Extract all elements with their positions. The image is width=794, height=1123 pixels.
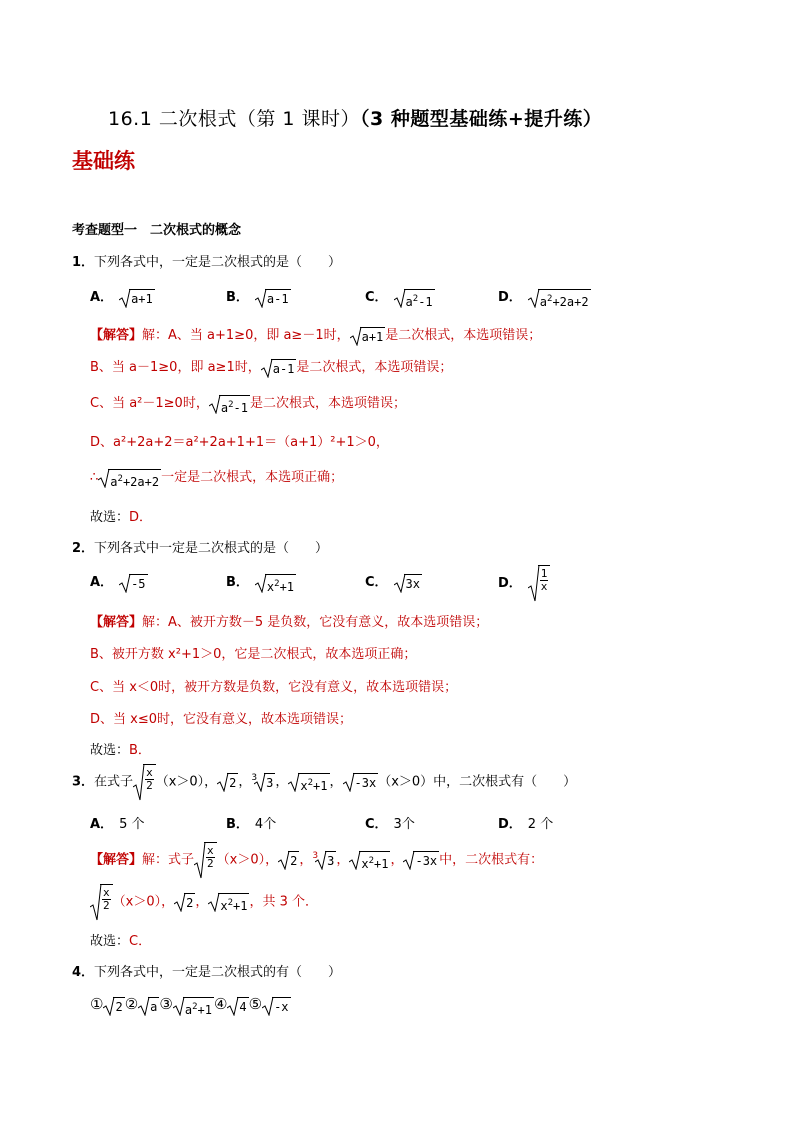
base: x	[361, 857, 369, 871]
tail: +1	[233, 899, 248, 913]
base: a	[110, 474, 118, 489]
radical	[119, 288, 155, 308]
radicand	[218, 893, 249, 915]
subsection-heading: 考查题型一 二次根式的概念	[72, 223, 242, 238]
numerator: x	[103, 886, 110, 899]
question-4-stem	[72, 961, 341, 980]
root-index: 3	[312, 850, 319, 861]
question-2-stem	[72, 537, 328, 556]
radicand: 2	[113, 997, 124, 1016]
radicand	[183, 997, 214, 1019]
q2-answer-line-2: B、被开方数 x²+1＞0，它是二次根式，故本选项正确；	[90, 647, 417, 662]
condition-text: （x＞0），	[112, 894, 175, 910]
radical	[133, 763, 156, 801]
option-label: B．	[226, 817, 249, 832]
radical	[278, 850, 299, 870]
exponent: 2	[117, 473, 123, 484]
tail: +2a+2	[122, 474, 160, 489]
radicand: a-1	[265, 289, 291, 308]
radical	[217, 772, 238, 792]
radical	[261, 358, 297, 378]
separator: ，	[329, 774, 343, 790]
select-value: D．	[129, 510, 153, 525]
answer-text: C、当 a²－1≥0时，	[90, 396, 209, 411]
fraction	[540, 568, 549, 593]
exponent: 2	[228, 399, 234, 410]
option-text: 5 个	[119, 817, 145, 832]
radical	[315, 850, 336, 870]
radical	[103, 996, 124, 1016]
option-label: D．	[498, 817, 522, 832]
q3-option-d	[498, 813, 553, 832]
radical	[262, 996, 290, 1016]
option-label: C．	[365, 575, 388, 590]
answer-text: 解：A、被开方数－5 是负数，它没有意义，故本选项错误；	[142, 615, 489, 630]
question-text: （x＞0）中，二次根式有（ ）	[378, 774, 577, 790]
exponent: 2	[192, 1001, 198, 1012]
denominator: 2	[146, 779, 153, 792]
question-text: 下列各式中一定是二次根式的是（ ）	[94, 541, 329, 556]
radicand: 4	[237, 997, 248, 1016]
question-text: 下列各式中，一定是二次根式的是（ ）	[94, 255, 342, 270]
exponent: 2	[368, 856, 375, 866]
radical	[528, 564, 551, 602]
option-label: C．	[365, 290, 388, 305]
denominator: 2	[103, 899, 110, 912]
radicand: -x	[272, 997, 290, 1016]
radical	[528, 288, 591, 308]
item-mark: ④	[213, 995, 228, 1013]
answer-text: 是二次根式，本选项错误；	[296, 360, 453, 375]
radical	[138, 996, 159, 1016]
answer-text: ，共 3 个．	[249, 894, 318, 910]
option-text: 2 个	[527, 817, 554, 832]
q2-answer-line-1	[90, 611, 488, 630]
q3-answer-line-1	[90, 841, 543, 879]
separator: ，	[336, 852, 350, 868]
tail: +1	[374, 857, 389, 871]
separator: ，	[299, 852, 313, 868]
option-label: B．	[226, 290, 249, 305]
page-title	[108, 104, 602, 131]
option-label: A．	[90, 817, 114, 832]
radical	[394, 573, 422, 593]
q1-answer-line-5	[90, 466, 343, 488]
answer-tag: 【解答】	[90, 852, 143, 868]
base: x	[220, 899, 228, 913]
option-text: 3个	[393, 817, 415, 832]
question-text: 下列各式中，一定是二次根式的有（ ）	[94, 965, 342, 980]
base: a	[184, 1002, 193, 1017]
radicand	[359, 851, 390, 873]
radicand: a-1	[271, 359, 297, 378]
radical	[288, 772, 329, 792]
tail: +2a+2	[552, 294, 589, 309]
answer-text: 是二次根式，本选项错误；	[249, 396, 406, 411]
title-part2: （3 种题型基础练+提升练）	[360, 108, 603, 130]
tail: +1	[279, 579, 295, 594]
answer-tag: 【解答】	[90, 615, 143, 630]
q1-selection	[90, 506, 152, 525]
exponent: 2	[307, 778, 314, 788]
separator: ，	[390, 852, 404, 868]
radical	[194, 841, 217, 879]
radical	[173, 996, 214, 1016]
radical	[119, 573, 147, 593]
separator: ，	[195, 894, 209, 910]
q1-answer-line-2	[90, 356, 452, 378]
option-label: D．	[498, 575, 522, 591]
section-heading: 基础练	[72, 149, 135, 173]
question-1-stem	[72, 251, 341, 270]
q2-selection	[90, 739, 151, 758]
radicand	[108, 469, 161, 491]
radicand: -5	[129, 574, 147, 593]
radical	[209, 394, 250, 414]
radical	[90, 883, 113, 921]
radicand: a+1	[129, 289, 155, 308]
radical	[208, 892, 249, 912]
item-mark: ⑤	[248, 995, 263, 1013]
option-label: B．	[226, 575, 249, 590]
radicand: -3x	[353, 773, 379, 792]
tail: -1	[233, 400, 248, 415]
option-label: A．	[90, 290, 114, 305]
denominator: 2	[207, 857, 214, 870]
answer-text: 中，二次根式有：	[439, 852, 544, 868]
fraction	[145, 767, 154, 792]
base: a	[405, 294, 413, 309]
base: x	[266, 579, 275, 594]
q1-option-a	[90, 286, 155, 308]
q3-answer-line-2	[90, 883, 318, 921]
radicand: 3	[325, 851, 336, 870]
base: a	[220, 400, 229, 415]
q2-option-a	[90, 571, 148, 593]
item-mark: ①	[90, 995, 104, 1013]
option-label: A．	[90, 575, 114, 590]
q1-answer-line-3	[90, 392, 406, 414]
title-part1: 16.1 二次根式（第 1 课时）	[108, 108, 361, 130]
radicand	[404, 289, 435, 311]
radicand	[265, 574, 296, 596]
question-number: 2．	[72, 541, 95, 556]
separator: ，	[275, 774, 289, 790]
option-label: C．	[365, 817, 388, 832]
q1-option-c	[365, 286, 435, 308]
tail: +1	[313, 779, 328, 793]
q2-option-d	[498, 564, 550, 602]
option-text: 4个	[254, 817, 277, 832]
tail: +1	[197, 1002, 212, 1017]
question-3-stem	[72, 763, 576, 801]
q3-option-a	[90, 813, 144, 832]
separator: ，	[238, 774, 252, 790]
radical	[403, 850, 439, 870]
radical	[227, 996, 248, 1016]
q3-selection	[90, 930, 151, 949]
exponent: 2	[547, 293, 553, 304]
radical	[350, 326, 386, 346]
answer-text: 是二次根式，本选项错误；	[385, 328, 542, 343]
question-number: 3．	[72, 774, 95, 790]
answer-tag: 【解答】	[90, 328, 143, 343]
radical	[255, 288, 291, 308]
radical	[343, 772, 379, 792]
numerator: 1	[540, 567, 548, 580]
condition-text: （x＞0），	[216, 852, 279, 868]
numerator: x	[146, 766, 153, 779]
item-mark: ②	[124, 995, 139, 1013]
radicand: a+1	[360, 327, 386, 346]
radical	[174, 892, 195, 912]
q1-option-b	[226, 286, 291, 308]
radicand: 2	[184, 893, 195, 912]
radicand: -3x	[413, 851, 439, 870]
item-mark: ③	[159, 995, 173, 1013]
radical	[255, 573, 296, 593]
denominator: x	[540, 580, 548, 593]
answer-text: B、当 a－1≥0，即 a≥1时，	[90, 360, 261, 375]
fraction	[102, 887, 111, 912]
radicand: 3	[264, 773, 275, 792]
radicand: 2	[227, 773, 238, 792]
q1-answer-line-1	[90, 324, 541, 346]
option-label: D．	[498, 290, 522, 305]
base: x	[300, 779, 308, 793]
question-number: 1．	[72, 255, 95, 270]
answer-text: 解：式子	[142, 852, 195, 868]
exponent: 2	[227, 898, 233, 908]
tail: -1	[418, 294, 433, 309]
q1-option-d	[498, 286, 591, 308]
q2-answer-line-3: C、当 x＜0时，被开方数是负数，它没有意义，故本选项错误；	[90, 680, 458, 695]
answer-text: ∴	[90, 470, 99, 485]
fraction	[206, 845, 215, 870]
q2-answer-line-4: D、当 x≤0时，它没有意义，故本选项错误；	[90, 712, 352, 727]
radicand: 2	[288, 851, 299, 870]
radicand: a	[148, 997, 159, 1016]
answer-text: 解：A、当 a+1≥0，即 a≥－1时，	[142, 328, 350, 343]
select-value: C．	[129, 934, 152, 949]
q2-option-c	[365, 571, 422, 593]
radicand	[219, 395, 250, 417]
select-label: 故选：	[90, 934, 130, 949]
condition-text: （x＞0），	[155, 774, 218, 790]
exponent: 2	[274, 578, 280, 589]
select-label: 故选：	[90, 743, 130, 758]
answer-text: 一定是二次根式，本选项正确；	[161, 470, 344, 485]
question-number: 4．	[72, 965, 95, 980]
radical	[98, 468, 161, 488]
q2-option-b	[226, 571, 296, 593]
radical	[349, 850, 390, 870]
radicand	[298, 773, 329, 795]
q3-option-b	[226, 813, 276, 832]
base: a	[539, 294, 548, 309]
q4-items	[90, 995, 291, 1016]
radicand: 3x	[404, 574, 422, 593]
radicand	[538, 289, 591, 311]
q3-option-c	[365, 813, 415, 832]
exponent: 2	[412, 293, 419, 304]
radical	[394, 288, 435, 308]
select-label: 故选：	[90, 510, 130, 525]
question-text: 在式子	[94, 774, 134, 790]
root-index: 3	[251, 772, 258, 783]
radical	[254, 772, 275, 792]
select-value: B．	[129, 743, 151, 758]
q1-answer-line-4: D、a²+2a+2＝a²+2a+1+1＝（a+1）²+1＞0，	[90, 435, 389, 450]
numerator: x	[207, 844, 214, 857]
